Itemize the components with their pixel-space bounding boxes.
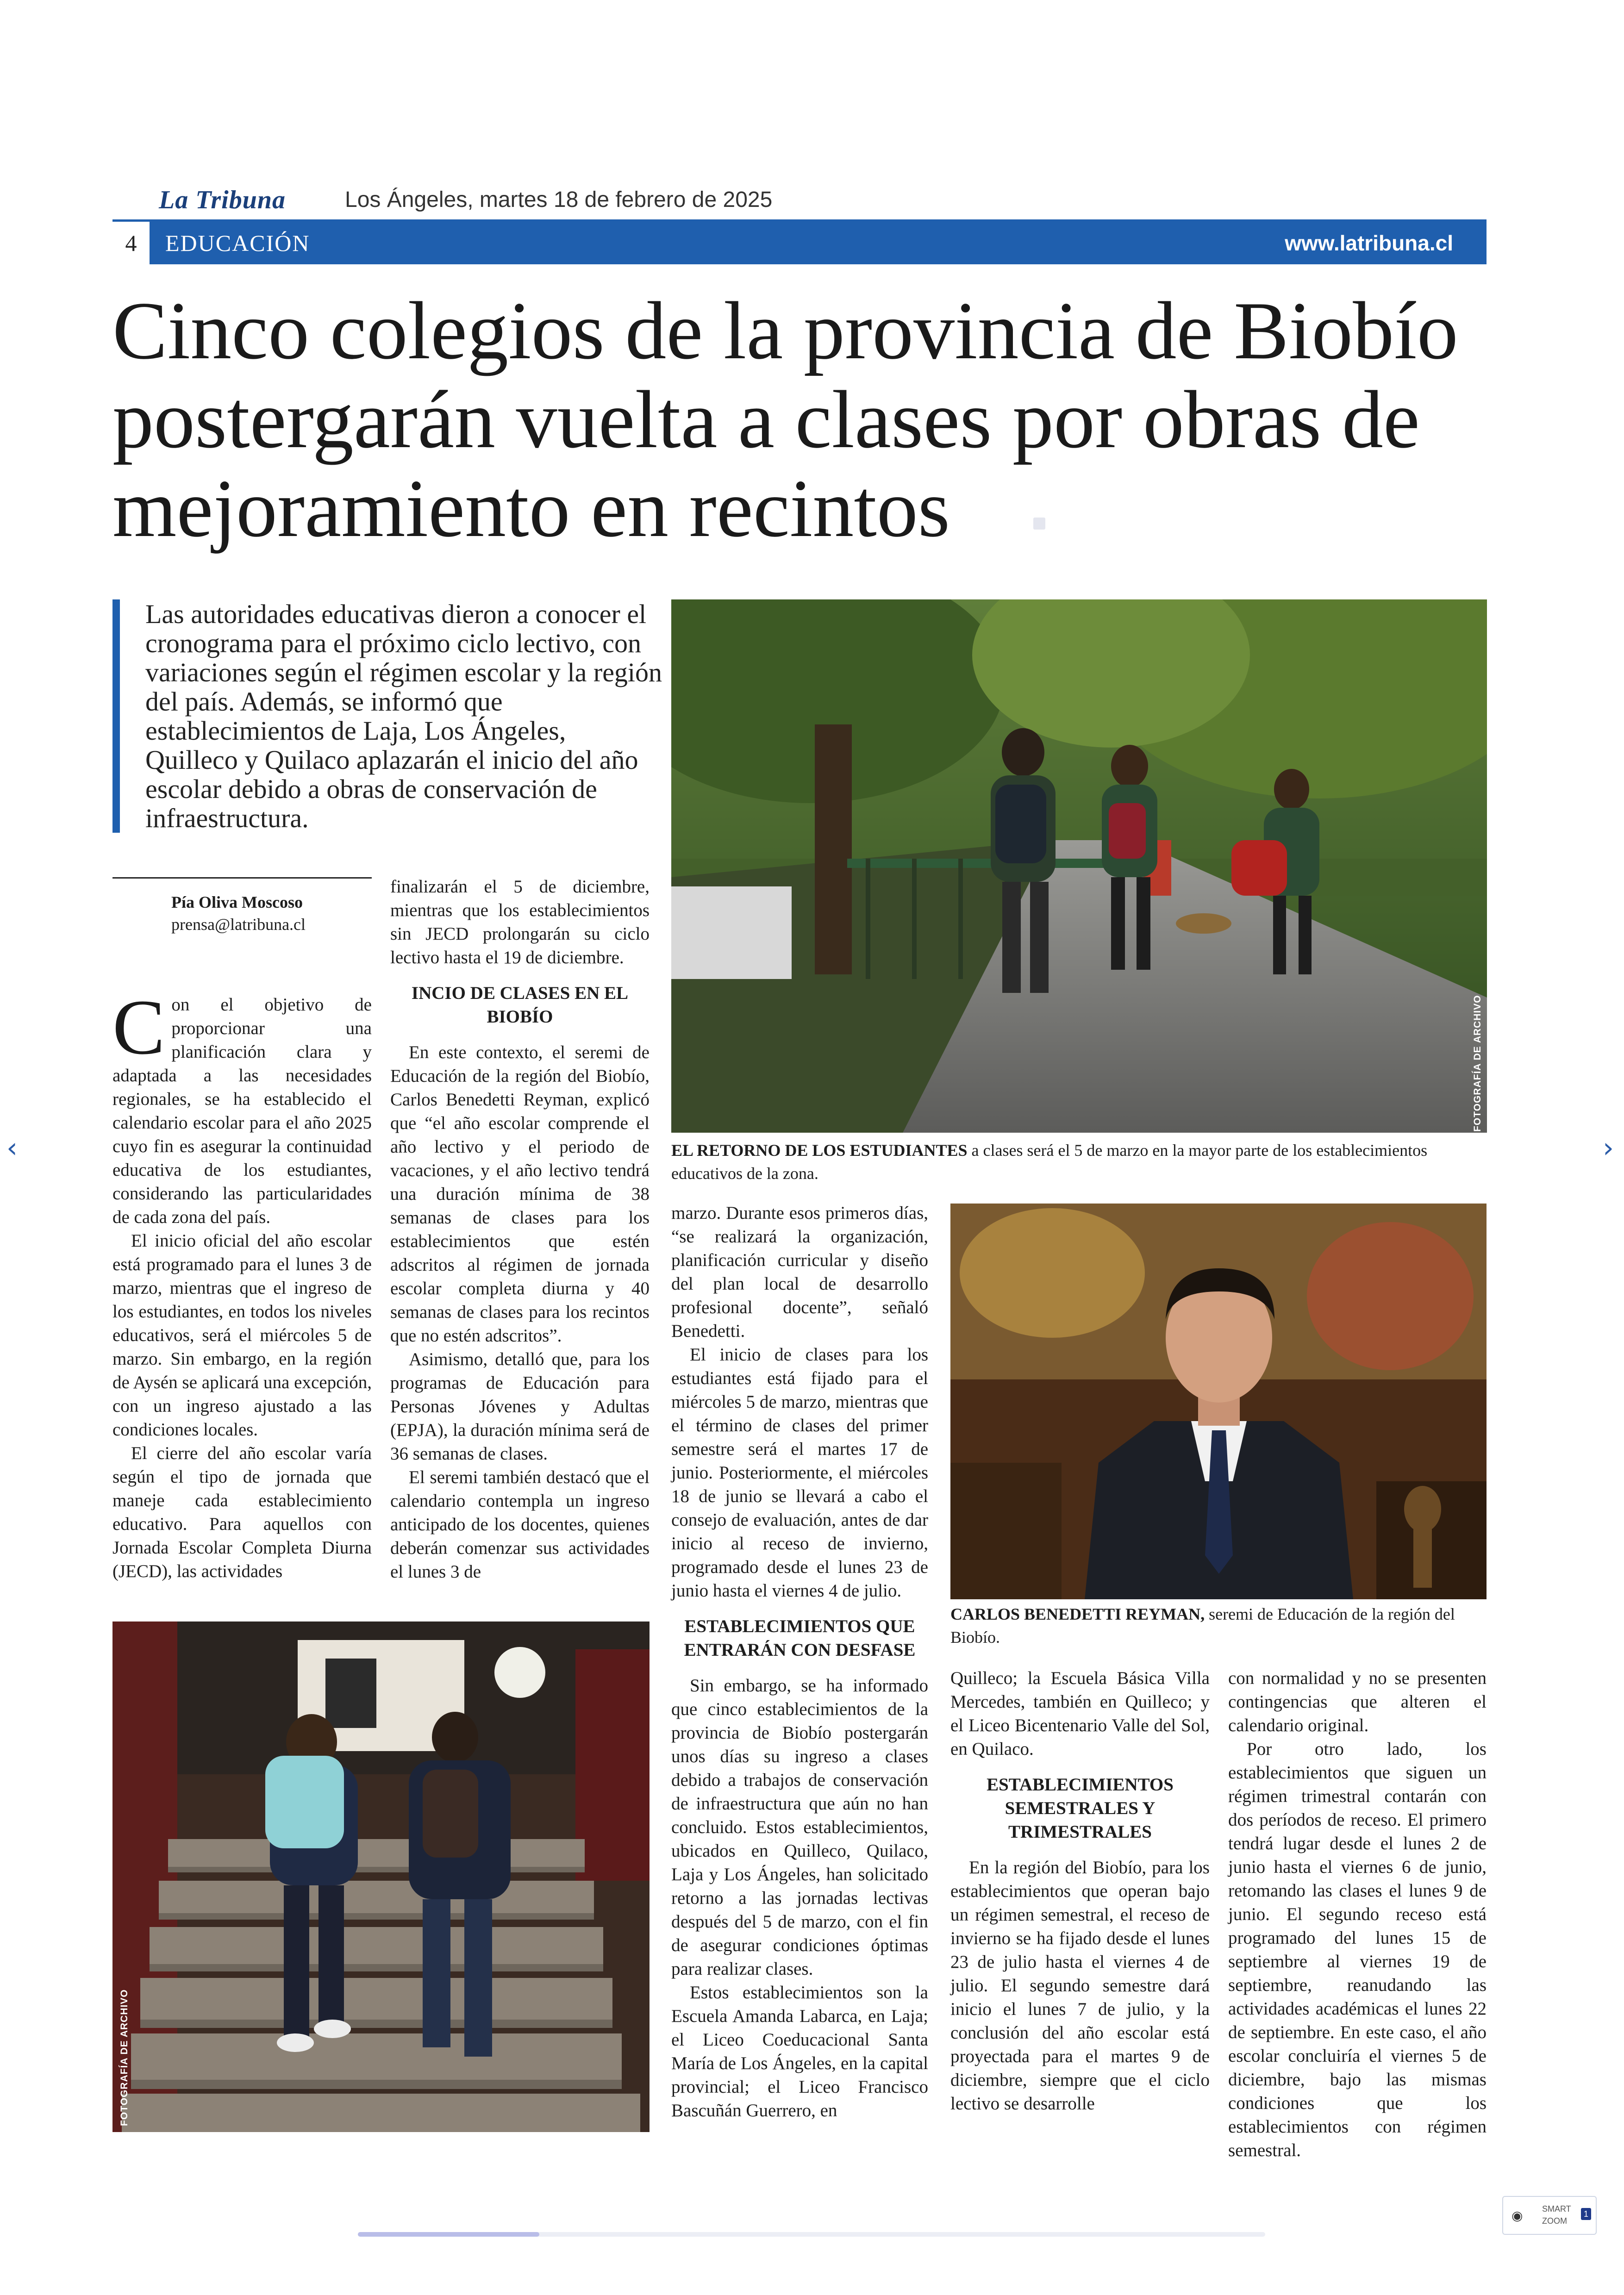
smart-zoom-label-top: SMART — [1542, 2204, 1571, 2214]
newspaper-logo: La Tribuna — [159, 186, 286, 214]
chevron-right-icon[interactable]: › — [1603, 1132, 1614, 1164]
paragraph: con normalidad y no se presenten contingencias que alteren el calendario original. — [1228, 1668, 1487, 1735]
students-stairs-photo — [112, 1621, 650, 2132]
article-column-1 — [112, 984, 372, 1583]
article-column-5 — [1228, 1666, 1487, 2162]
issue-date: Los Ángeles, martes 18 de febrero de 2025 — [345, 187, 773, 212]
chevron-left-icon[interactable]: ‹ — [6, 1132, 18, 1164]
students-walking-photo — [671, 599, 1487, 1133]
website-link[interactable]: www.latribuna.cl — [1285, 231, 1453, 255]
section-name: EDUCACIÓN — [165, 230, 310, 256]
subhead: ESTABLECIMIENTOS SEMESTRALES Y TRIMESTRALES — [987, 1775, 1174, 1842]
main-photo-caption: EL RETORNO DE LOS ESTUDIANTES a clases será el 5 de marzo en la mayor parte de los establecimientos educativos de la zona. — [671, 1141, 1428, 1183]
seremi-portrait-illustration — [950, 1204, 1487, 1599]
paragraph: marzo. Durante esos primeros días, “se realizará la organización, planificación curricular y diseño del plan local de desarrollo profesional docente”, señaló Benedetti. — [671, 1203, 928, 1341]
subhead: INCIO DE CLASES EN EL BIOBÍO — [411, 983, 629, 1027]
headline-marker-icon — [1033, 518, 1045, 530]
seremi-portrait-photo — [950, 1204, 1487, 1599]
paragraph: finalizarán el 5 de diciembre, mientras que los establecimientos sin JECD prolongarán su ciclo lectivo hasta el 19 de diciembre. — [390, 877, 650, 967]
section-band — [151, 222, 1487, 264]
byline-author: Pía Oliva Moscoso — [171, 893, 303, 911]
students-stairs-illustration — [112, 1621, 650, 2132]
photo-credit: FOTOGRAFÍA DE ARCHIVO — [119, 1989, 130, 2126]
article-deck: Las autoridades educativas dieron a conocer el cronograma para el próximo ciclo lectivo, con variaciones según el régimen escolar y la región del país. Además, se informó que establecimientos de Laja, Los Ángeles, Quilleco y Quilaco aplazarán el inicio del año escolar debido a obras de conservación de infraestructura. — [112, 599, 664, 833]
paragraph: En este contexto, el seremi de Educación de la región del Biobío, Carlos Benedetti Reyman, explicó que “el año escolar comprende el año lectivo y el periodo de vacaciones, y el año lectivo tendrá una duración mínima de 38 semanas de clases para los establecimientos que estén adscritos al régimen de jornada escolar completa diurna y 40 semanas de clases para los recintos que no estén adscritos”. — [390, 1042, 650, 1346]
page-number: 4 — [112, 222, 151, 264]
headline: Cinco colegios de la provincia de Biobío postergarán vuelta a clases por obras de mejoramiento en recintos — [112, 285, 1458, 554]
eye-icon: ◉ — [1512, 2208, 1523, 2223]
paragraph: En la región del Biobío, para los establecimientos que operan bajo un régimen semestral, el receso de invierno se ha fijado desde el lunes 23 de julio hasta el viernes 4 de julio. El segundo semestre dará inicio el lunes 7 de julio, y la conclusión del año escolar está proyectada para el martes 9 de diciembre, siempre que el ciclo lectivo se desarrolle — [950, 1858, 1210, 2114]
subhead: ESTABLECIMIENTOS QUE ENTRARÁN CON DESFASE — [684, 1616, 916, 1660]
section-bar — [112, 219, 1487, 264]
photo-credit: FOTOGRAFÍA DE ARCHIVO — [1472, 995, 1483, 1132]
page-scrollbar[interactable] — [358, 2232, 1265, 2237]
article-column-4 — [950, 1666, 1210, 2115]
paragraph: Quilleco; la Escuela Básica Villa Mercedes, también en Quilleco; y el Liceo Bicentenario Valle del Sol, en Quilaco. — [950, 1668, 1210, 1759]
article-column-3 — [671, 1201, 928, 2122]
paragraph: Asimismo, detalló que, para los programas de Educación para Personas Jóvenes y Adultas (EPJA), la duración mínima será de 36 semanas de clases. — [390, 1349, 650, 1464]
paragraph: El inicio de clases para los estudiantes está fijado para el miércoles 5 de marzo, mientras que el término de clases del primer semestre será el martes 17 de junio. Posteriormente, el miércoles 18 de junio se llevará a cabo el consejo de evaluación, antes de dar inicio al receso de invierno, programado desde el lunes 23 de junio hasta el viernes 4 de julio. — [671, 1345, 928, 1601]
article-column-2 — [390, 875, 650, 1584]
paragraph: El seremi también destacó que el calendario contempla un ingreso anticipado de los docentes, quienes deberán comenzar sus actividades el lunes 3 de — [390, 1467, 650, 1582]
byline-rule — [112, 877, 372, 879]
paragraph: Sin embargo, se ha informado que cinco establecimientos de la provincia de Biobío postergarán unos días su ingreso a clases debido a trabajos de conservación de infraestructura que aún no han concluido. Estos establecimientos, ubicados en Quilleco, Quilaco, Laja y Los Ángeles, han solicitado retorno a las jornadas lectivas después del 5 de marzo, con el fin de asegurar condiciones óptimas para realizar clases. — [671, 1676, 928, 1979]
paragraph: Por otro lado, los establecimientos que siguen un régimen trimestral contarán con dos períodos de receso. El primero tendrá lugar desde el lunes 2 de junio hasta el viernes 6 de junio, retomando las clases el lunes 9 de junio. El segundo receso está programado del lunes 15 de septiembre al viernes 19 de septiembre, reanudando las actividades académicas el lunes 22 de septiembre. En este caso, el año escolar concluiría el viernes 5 de diciembre, bajo las mismas condiciones que los establecimientos con régimen semestral. — [1228, 1739, 1487, 2160]
byline-email[interactable]: prensa@latribuna.cl — [171, 915, 306, 934]
drop-cap: C — [112, 984, 165, 1071]
students-walking-illustration — [671, 599, 1487, 1133]
paragraph: El inicio oficial del año escolar está programado para el lunes 3 de marzo, mientras que el ingreso de los estudiantes, en todos los niveles educativos, será el miércoles 5 de marzo. Sin embargo, en la región de Aysén se aplicará una excepción, con un ingreso ajustado a las condiciones locales. — [112, 1231, 372, 1440]
smart-zoom-badge: 1 — [1581, 2208, 1591, 2220]
paragraph: El cierre del año escolar varía según el tipo de jornada que maneje cada establecimiento educativo. Para aquellos con Jornada Escolar Completa Diurna (JECD), las actividades — [112, 1443, 372, 1581]
page-scrollbar-thumb[interactable] — [358, 2232, 539, 2237]
smart-zoom-label-bottom: ZOOM — [1542, 2216, 1567, 2226]
smart-zoom-button[interactable] — [1502, 2196, 1597, 2235]
paragraph: Estos establecimientos son la Escuela Amanda Labarca, en Laja; el Liceo Coeducacional Santa María de Los Ángeles, en la capital provincial; el Liceo Francisco Bascuñán Guerrero, en — [671, 1983, 928, 2120]
paragraph: Con el objetivo de proporcionar una planificación clara y adaptada a las necesidades regionales, se ha establecido el calendario escolar para el año 2025 cuyo fin es asegurar la continuidad educativa de los estudiantes, considerando las particularidades de cada zona del país. — [112, 984, 372, 1227]
portrait-photo-caption: CARLOS BENEDETTI REYMAN, seremi de Educación de la región del Biobío. — [950, 1605, 1455, 1646]
